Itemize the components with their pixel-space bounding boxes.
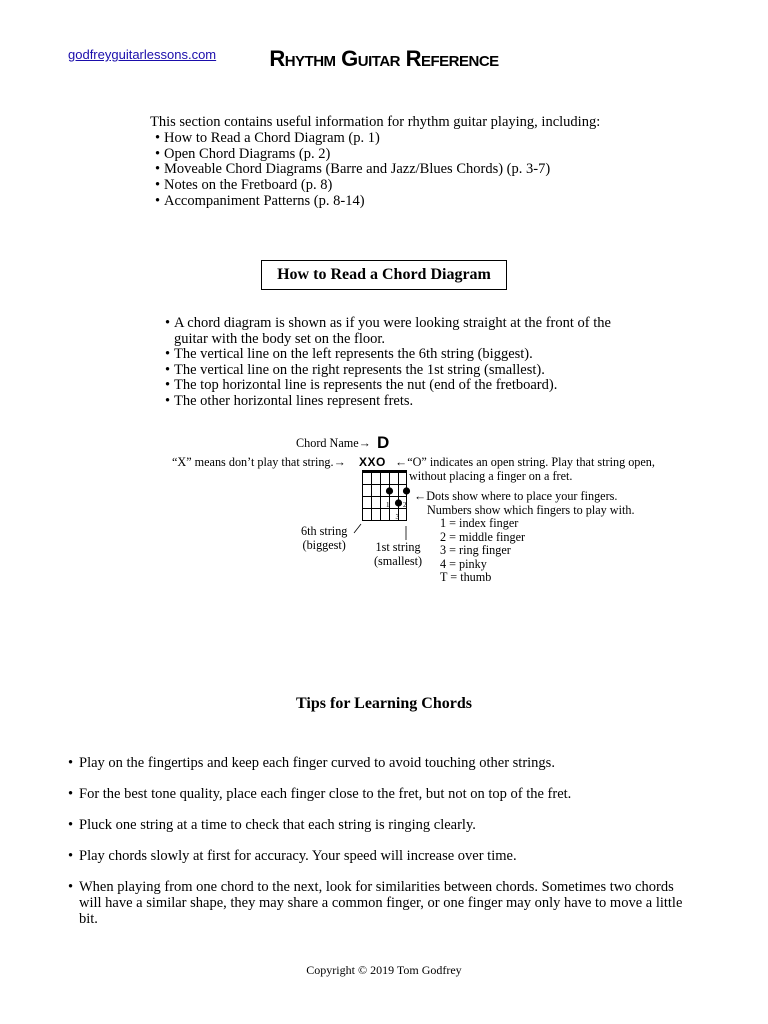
list-item: • Open Chord Diagrams (p. 2) bbox=[150, 147, 600, 163]
intro-lead: This section contains useful information for rhythm guitar playing, including: bbox=[150, 114, 601, 130]
intro-list bbox=[150, 131, 600, 210]
finger-dot bbox=[386, 487, 393, 494]
how-to-read-points bbox=[165, 316, 625, 410]
intro-section bbox=[150, 115, 600, 210]
chord-name-label bbox=[296, 437, 371, 451]
first-string-label bbox=[374, 541, 422, 568]
dots-explanation-line2: Numbers show which fingers to play with. bbox=[427, 502, 635, 517]
sixth-string-text: 6th string bbox=[301, 524, 348, 538]
finger-dot bbox=[395, 499, 402, 506]
page-title: Rhythm Guitar Reference bbox=[269, 46, 499, 71]
arrow-left-icon: ← bbox=[414, 489, 427, 503]
list-item: • Accompaniment Patterns (p. 8-14) bbox=[150, 194, 600, 210]
list-item: • Moveable Chord Diagrams (Barre and Jazz/Blues Chords) (p. 3-7) bbox=[150, 162, 600, 178]
finger-number: 2 bbox=[403, 501, 407, 509]
finger-legend-item: 3 = ring finger bbox=[440, 543, 511, 557]
section-heading-how-to-read: How to Read a Chord Diagram bbox=[261, 260, 507, 290]
finger-legend-item: 1 = index finger bbox=[440, 516, 519, 530]
arrow-right-icon: → bbox=[358, 436, 371, 450]
first-string-text: 1st string bbox=[375, 540, 421, 554]
finger-legend-item: 2 = middle finger bbox=[440, 529, 526, 544]
sixth-string-label bbox=[301, 525, 347, 552]
finger-dot bbox=[403, 487, 410, 494]
finger-legend bbox=[440, 517, 525, 585]
x-explanation-text: “X” means don’t play that string. bbox=[172, 455, 334, 469]
tips-title: Tips for Learning Chords bbox=[296, 695, 472, 712]
copyright: Copyright © 2019 Tom Godfrey bbox=[306, 963, 462, 977]
list-item: • The vertical line on the right represents the 1st string (smallest). bbox=[165, 363, 625, 379]
o-explanation bbox=[395, 456, 655, 483]
site-link[interactable]: godfreyguitarlessons.com bbox=[68, 47, 217, 62]
finger-legend-item: T = thumb bbox=[440, 570, 492, 584]
list-item: • Play on the fingertips and keep each finger curved to avoid touching other strings. bbox=[68, 755, 688, 771]
list-item: • A chord diagram is shown as if you were looking straight at the front of the guitar with the body set on the floor. bbox=[165, 316, 625, 347]
list-item: • The vertical line on the left represents the 6th string (biggest). bbox=[165, 347, 625, 363]
list-item: • For the best tone quality, place each finger close to the fret, but not on top of the fret. bbox=[68, 786, 688, 802]
dots-explanation-line1: Dots show where to place your fingers. bbox=[426, 489, 618, 503]
list-item: • Play chords slowly at first for accuracy. Your speed will increase over time. bbox=[68, 848, 688, 864]
arrow-right-icon: → bbox=[333, 455, 346, 469]
chord-name: D bbox=[377, 433, 390, 452]
finger-number: 3 bbox=[395, 513, 399, 521]
string-marks: XXO bbox=[359, 455, 386, 469]
x-explanation bbox=[172, 456, 346, 470]
list-item: • How to Read a Chord Diagram (p. 1) bbox=[150, 131, 600, 147]
dots-explanation bbox=[414, 490, 635, 517]
list-item: • The top horizontal line is represents the nut (end of the fretboard). bbox=[165, 378, 625, 394]
finger-legend-item: 4 = pinky bbox=[440, 556, 487, 571]
tips-list bbox=[68, 755, 688, 942]
finger-number: 1 bbox=[386, 501, 390, 509]
list-item: • Pluck one string at a time to check that each string is ringing clearly. bbox=[68, 817, 688, 833]
pointer-line bbox=[354, 524, 361, 533]
sixth-string-sub: (biggest) bbox=[302, 537, 346, 552]
list-item: • When playing from one chord to the next, look for similarities between chords. Sometimes two chords will have a similar shape, they may share a common finger, or one finger may only have to move a little bit. bbox=[68, 879, 688, 927]
o-explanation-line2: without placing a finger on a fret. bbox=[409, 468, 573, 483]
first-string-sub: (smallest) bbox=[374, 553, 423, 568]
arrow-left-icon: ← bbox=[395, 455, 408, 469]
nut bbox=[362, 470, 407, 473]
chord-name-label-text: Chord Name bbox=[296, 436, 359, 450]
list-item: • Notes on the Fretboard (p. 8) bbox=[150, 178, 600, 194]
list-item: • The other horizontal lines represent frets. bbox=[165, 394, 625, 410]
o-explanation-line1: “O” indicates an open string. Play that string open, bbox=[407, 455, 655, 469]
